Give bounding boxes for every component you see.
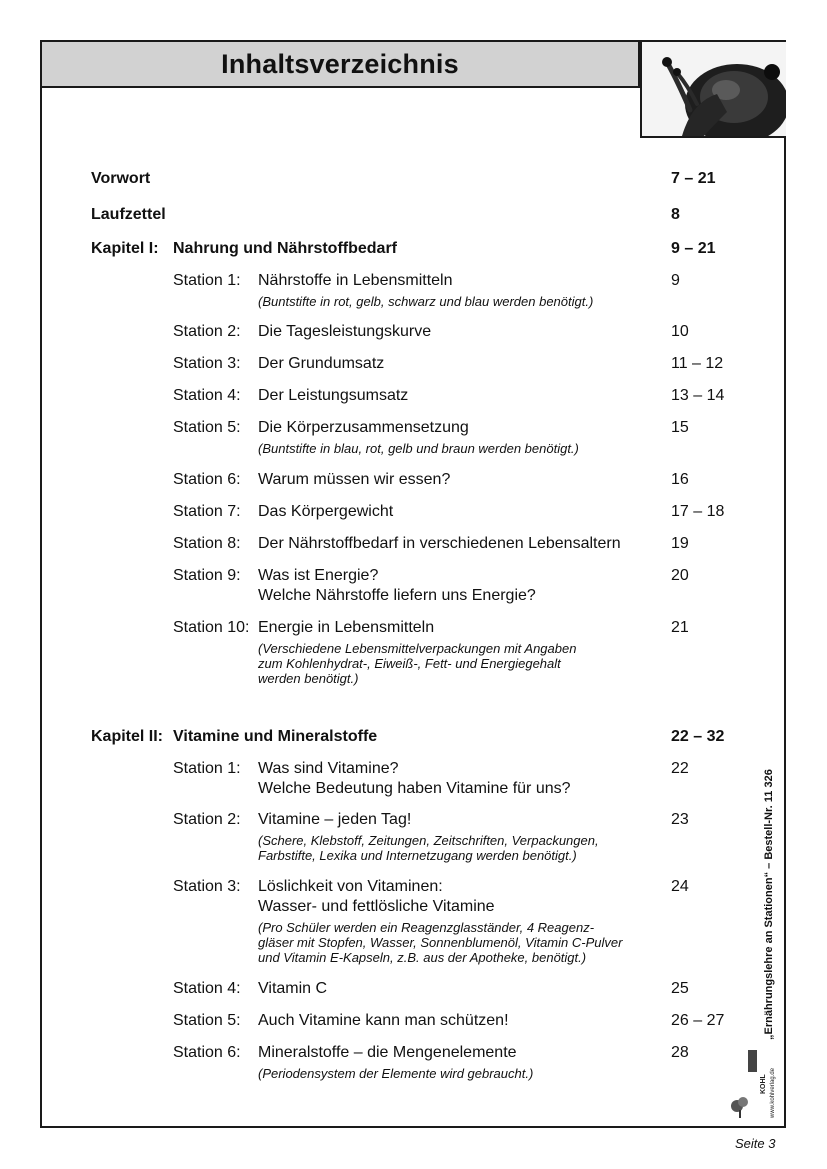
station-note-line3: und Vitamin E-Kapseln, z.B. aus der Apotheke, benötigt.)	[258, 950, 587, 965]
station-pages: 21	[671, 619, 689, 636]
station-label: Station 4:	[173, 387, 241, 404]
toc-pages: 7 – 21	[671, 170, 716, 187]
station-label: Station 5:	[173, 419, 241, 436]
station-note: (Periodensystem der Elemente wird gebraucht.)	[258, 1066, 534, 1081]
station-title-line2: Wasser- und fettlösliche Vitamine	[258, 898, 495, 915]
station-pages: 10	[671, 323, 689, 340]
station-pages: 15	[671, 419, 689, 436]
page-number: Seite 3	[735, 1136, 776, 1151]
station-pages: 16	[671, 471, 689, 488]
station-title: Nährstoffe in Lebensmitteln	[258, 272, 453, 289]
station-note-line2: zum Kohlenhydrat-, Eiweiß-, Fett- und Energiegehalt	[258, 656, 561, 671]
station-title: Energie in Lebensmitteln	[258, 619, 435, 636]
station-title: Die Tagesleistungskurve	[258, 323, 432, 340]
station-title: Auch Vitamine kann man schützen!	[258, 1012, 509, 1029]
station-pages: 23	[671, 811, 689, 828]
chapter-pages: 9 – 21	[671, 240, 716, 257]
station-label: Station 2:	[173, 323, 241, 340]
station-label: Station 1:	[173, 272, 241, 289]
station-title: Was ist Energie?	[258, 567, 379, 584]
station-label: Station 6:	[173, 471, 241, 488]
station-label: Station 1:	[173, 760, 241, 777]
station-pages: 26 – 27	[671, 1012, 725, 1029]
station-label: Station 4:	[173, 980, 241, 997]
toc-label: Vorwort	[91, 170, 151, 187]
station-title-line2: Welche Nährstoffe liefern uns Energie?	[258, 587, 536, 604]
station-label: Station 6:	[173, 1044, 241, 1061]
station-label: Station 8:	[173, 535, 241, 552]
station-label: Station 3:	[173, 878, 241, 895]
chapter-title: Nahrung und Nährstoffbedarf	[173, 240, 397, 257]
station-label: Station 2:	[173, 811, 241, 828]
station-note-line2: gläser mit Stopfen, Wasser, Sonnenblumenöl, Vitamin C-Pulver	[258, 935, 623, 950]
station-title: Der Leistungsumsatz	[258, 387, 409, 404]
station-note-line3: werden benötigt.)	[258, 671, 359, 686]
station-title-line2: Welche Bedeutung haben Vitamine für uns?	[258, 780, 571, 797]
station-pages: 25	[671, 980, 689, 997]
page-title: Inhaltsverzeichnis	[42, 42, 640, 88]
toc-pages: 8	[671, 206, 680, 223]
station-pages: 20	[671, 567, 689, 584]
station-label: Station 9:	[173, 567, 241, 584]
station-title: Der Grundumsatz	[258, 355, 385, 372]
publisher-name: KOHL	[760, 1074, 767, 1094]
station-note: (Verschiedene Lebensmittelverpackungen mit Angaben	[258, 641, 577, 656]
station-pages: 11 – 12	[671, 355, 724, 372]
station-note: (Pro Schüler werden ein Reagenzglasständer, 4 Reagenz-	[258, 920, 595, 935]
station-note: (Buntstifte in blau, rot, gelb und braun werden benötigt.)	[258, 441, 579, 456]
station-note: (Buntstifte in rot, gelb, schwarz und blau werden benötigt.)	[258, 294, 594, 309]
station-title: Vitamine – jeden Tag!	[258, 811, 412, 828]
chapter-pages: 22 – 32	[671, 728, 725, 745]
station-note-line2: Farbstifte, Lexika und Internetzugang werden benötigt.)	[258, 848, 577, 863]
station-title: Das Körpergewicht	[258, 503, 394, 520]
station-pages: 19	[671, 535, 689, 552]
chapter-title: Vitamine und Mineralstoffe	[173, 728, 378, 745]
station-title: Der Nährstoffbedarf in verschiedenen Lebensaltern	[258, 535, 621, 552]
station-pages: 28	[671, 1044, 689, 1061]
order-number-sidebar: „Ernährungslehre an Stationen“ – Bestell-Nr. 11 326	[763, 769, 775, 1040]
station-title: Was sind Vitamine?	[258, 760, 399, 777]
station-label: Station 5:	[173, 1012, 241, 1029]
station-title: Die Körperzusammensetzung	[258, 419, 469, 436]
publisher-logo-icon	[728, 1048, 788, 1120]
publisher-url: www.kohlverlag.de	[770, 1067, 776, 1118]
station-pages: 17 – 18	[671, 503, 725, 520]
station-label: Station 3:	[173, 355, 241, 372]
station-note: (Schere, Klebstoff, Zeitungen, Zeitschriften, Verpackungen,	[258, 833, 599, 848]
station-pages: 24	[671, 878, 689, 895]
station-pages: 13 – 14	[671, 387, 725, 404]
station-label: Station 7:	[173, 503, 241, 520]
chapter-label: Kapitel II:	[91, 728, 164, 745]
toc-label: Laufzettel	[91, 206, 166, 223]
station-title: Vitamin C	[258, 980, 328, 997]
snail-photo	[640, 42, 786, 138]
station-pages: 9	[671, 272, 680, 289]
station-title: Warum müssen wir essen?	[258, 471, 451, 488]
chapter-label: Kapitel I:	[91, 240, 159, 257]
station-title: Löslichkeit von Vitaminen:	[258, 878, 443, 895]
station-label: Station 10:	[173, 619, 250, 636]
station-pages: 22	[671, 760, 689, 777]
station-title: Mineralstoffe – die Mengenelemente	[258, 1044, 517, 1061]
